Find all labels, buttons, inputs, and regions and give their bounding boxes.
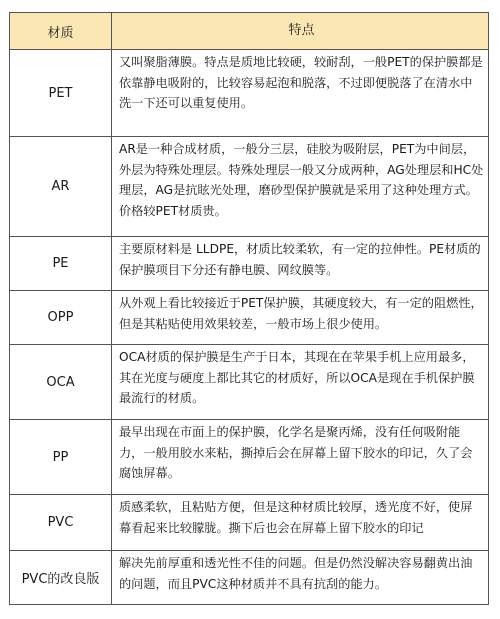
table-row xyxy=(9,551,489,605)
table-row xyxy=(9,420,489,495)
table-row xyxy=(9,495,489,551)
materials-table xyxy=(9,12,489,605)
feature-cell: 又叫聚脂薄膜。特点是质地比较硬，较耐刮，一般PET的保护膜都是依靠静电吸附的，比较容易起泡和脱落，不过即便脱落了在清水中洗一下还可以重复使用。 xyxy=(119,55,483,110)
table-header-row xyxy=(9,12,489,50)
table-row xyxy=(9,50,489,137)
feature-cell: AR是一种合成材质，一般分三层，硅胶为吸附层，PET为中间层，外层为特殊处理层。特殊处理层一般又分成两种，AG处理层和HC处理层，AG是抗眩光处理，磨砂型保护膜就是采用了这种处理方式。价格较PET材质贵。 xyxy=(119,142,484,218)
feature-cell: 主要原材料是 LLDPE，材质比较柔软，有一定的拉伸性。PE材质的保护膜项目下分还有静电膜、网纹膜等。 xyxy=(119,242,481,277)
material-cell: PET xyxy=(10,50,112,136)
feature-cell: 质感柔软，且粘贴方便，但是这种材质比较厚，透光度不好，使屏幕看起来比较朦胧。撕下后也会在屏幕上留下胶水的印记 xyxy=(119,500,473,535)
material-cell: PVC的改良版 xyxy=(10,551,112,604)
material-cell: AR xyxy=(10,137,112,236)
material-cell: OPP xyxy=(10,291,112,344)
table-row xyxy=(9,291,489,345)
header-material: 材质 xyxy=(10,13,112,49)
feature-cell: OCA材质的保护膜是生产于日本，其现在在苹果手机上应用最多，其在光度与硬度上都比其它的材质好，所以OCA是现在手机保护膜最流行的材质。 xyxy=(119,350,475,405)
feature-cell: 解决先前厚重和透光性不佳的问题。但是仍然没解决容易翻黄出油的问题，而且PVC这种材质并不具有抗刮的能力。 xyxy=(119,556,473,591)
table-row xyxy=(9,137,489,237)
table-row xyxy=(9,345,489,420)
material-cell: PP xyxy=(10,420,112,494)
material-cell: PE xyxy=(10,237,112,290)
material-cell: PVC xyxy=(10,495,112,550)
feature-cell: 从外观上看比较接近于PET保护膜，其硬度较大，有一定的阻燃性，但是其粘贴使用效果较差，一般市场上很少使用。 xyxy=(119,296,483,331)
material-cell: OCA xyxy=(10,345,112,419)
table-row xyxy=(9,237,489,291)
header-feature: 特点 xyxy=(288,22,315,38)
feature-cell: 最早出现在市面上的保护膜，化学名是聚丙烯，没有任何吸附能力，一般用胶水来粘，撕掉后会在屏幕上留下胶水的印记，久了会腐蚀屏幕。 xyxy=(119,425,473,480)
